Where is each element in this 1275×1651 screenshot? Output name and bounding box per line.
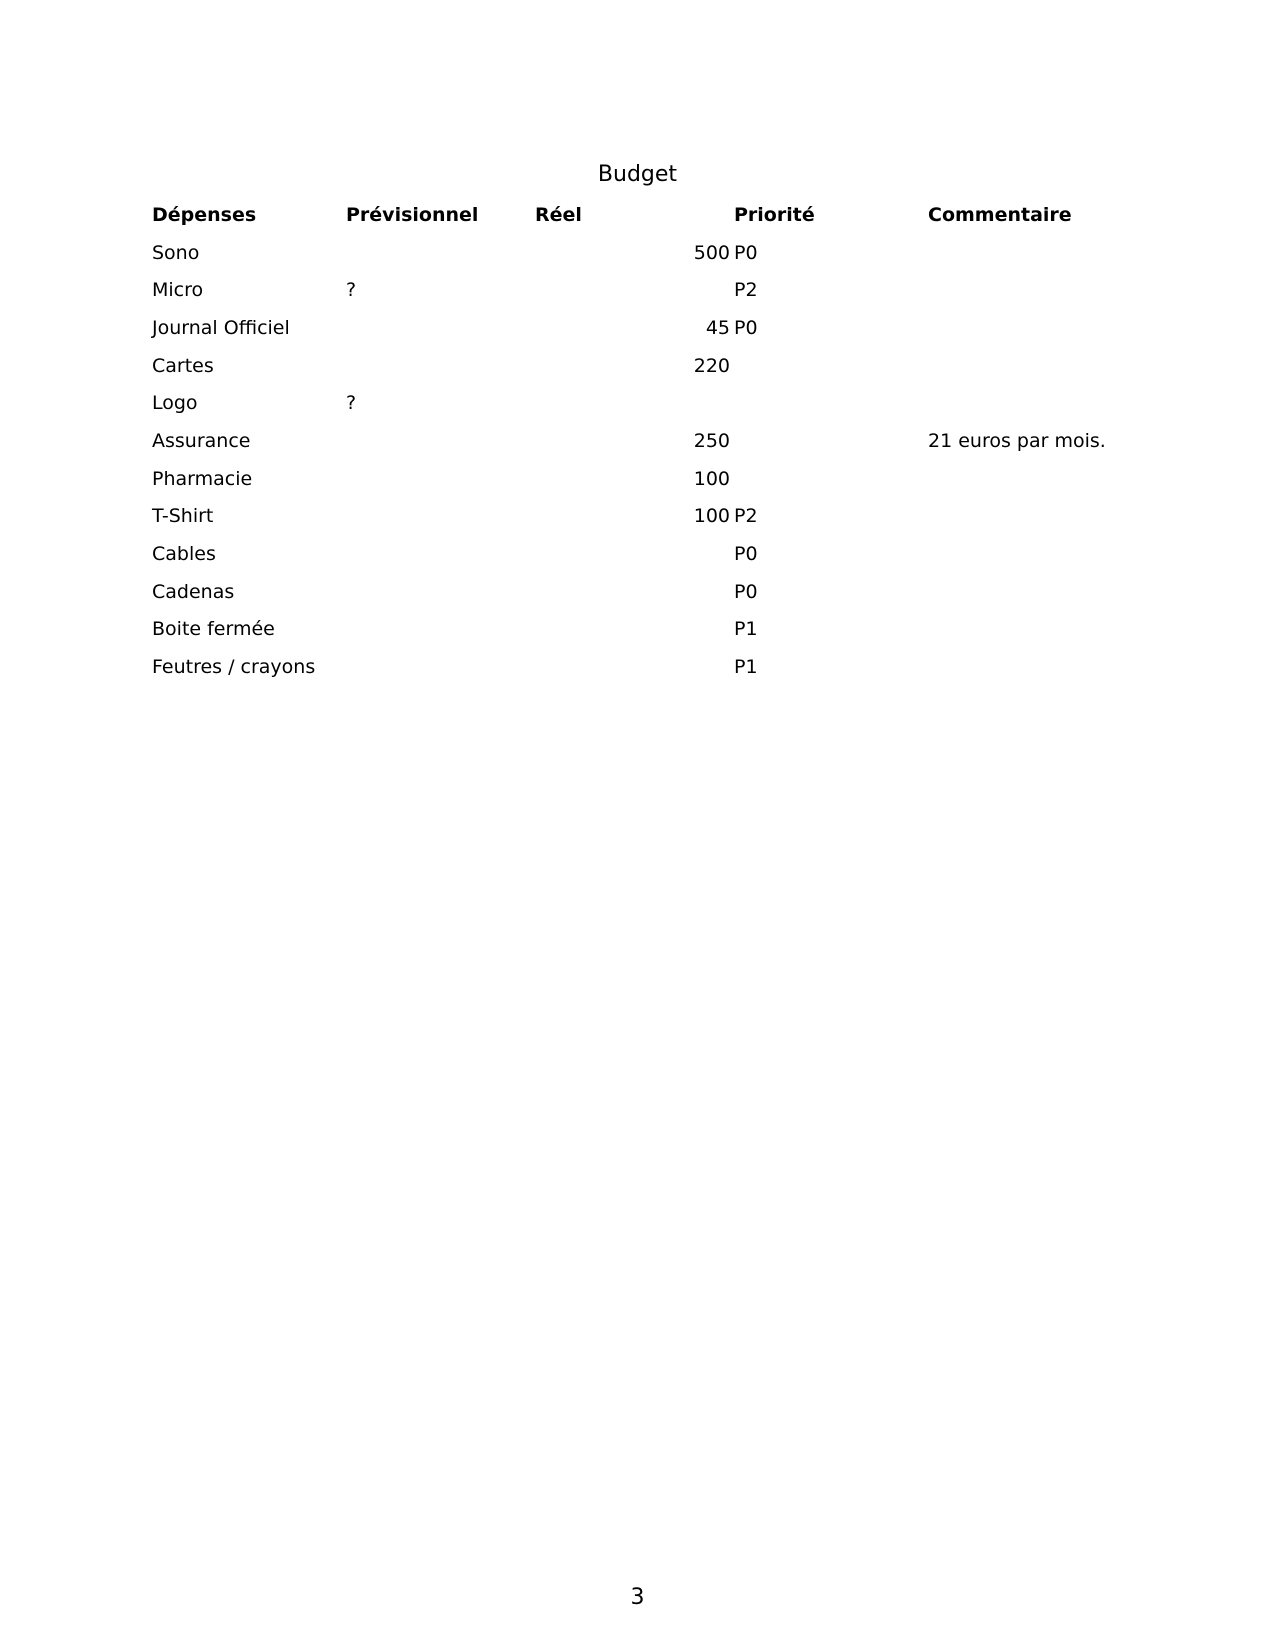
table-row: [152, 422, 1178, 460]
cell-priorite: P0: [734, 241, 758, 264]
table-row: [152, 347, 1178, 385]
previsionnel-value: ?: [346, 392, 357, 415]
page-title: Budget: [597, 162, 678, 187]
cell-reel: [540, 498, 734, 536]
header-row: [152, 196, 1178, 234]
header-previsionnel: Prévisionnel: [346, 203, 479, 226]
reel-value: 100: [693, 505, 730, 528]
cell-commentaire: [928, 498, 1178, 536]
reel-value: 45: [705, 316, 730, 339]
table-row: [152, 573, 1178, 611]
cell-reel: [540, 422, 734, 460]
cell-depenses: Logo: [152, 392, 198, 415]
cell-commentaire: [928, 271, 1178, 309]
table-row: [152, 648, 1178, 686]
cell-priorite: [734, 422, 928, 460]
table-row: [152, 234, 1178, 272]
cell-priorite: P1: [734, 656, 758, 679]
cell-reel: [540, 234, 734, 272]
cell-commentaire: [928, 611, 1178, 649]
cell-commentaire: [928, 309, 1178, 347]
cell-reel: [540, 573, 734, 611]
reel-value: 250: [693, 429, 730, 452]
cell-previsionnel: [346, 384, 540, 422]
header-depenses: Dépenses: [152, 203, 257, 226]
table-body: [152, 234, 1178, 686]
reel-value: 100: [693, 467, 730, 490]
cell-priorite: P2: [734, 279, 758, 302]
cell-commentaire: [928, 535, 1178, 573]
cell-reel: [540, 347, 734, 385]
table-header: [152, 196, 1178, 234]
cell-priorite: P0: [734, 316, 758, 339]
cell-priorite: [734, 347, 928, 385]
cell-depenses: Cables: [152, 543, 216, 566]
cell-reel: [540, 384, 734, 422]
cell-depenses: T-Shirt: [152, 505, 214, 528]
cell-depenses: Boite fermée: [152, 618, 275, 641]
cell-priorite: P0: [734, 543, 758, 566]
header-reel: [535, 196, 734, 234]
cell-previsionnel: [346, 535, 540, 573]
table-row: [152, 498, 1178, 536]
header-commentaire: Commentaire: [928, 203, 1072, 226]
cell-previsionnel: [346, 648, 540, 686]
cell-commentaire: [928, 347, 1178, 385]
cell-previsionnel: [346, 573, 540, 611]
table-row: [152, 460, 1178, 498]
cell-commentaire: [928, 460, 1178, 498]
cell-previsionnel: [346, 271, 540, 309]
cell-commentaire: [928, 384, 1178, 422]
cell-commentaire: [928, 573, 1178, 611]
reel-value: 500: [693, 241, 730, 264]
cell-depenses: Cadenas: [152, 580, 235, 603]
header-reel-label: Réel: [535, 203, 582, 226]
cell-depenses: Micro: [152, 279, 204, 302]
cell-depenses: Assurance: [152, 429, 251, 452]
cell-priorite: [734, 460, 928, 498]
cell-priorite: P2: [734, 505, 758, 528]
cell-reel: [540, 611, 734, 649]
table-row: [152, 384, 1178, 422]
budget-table: [152, 196, 1178, 686]
page-number: 3: [630, 1585, 645, 1610]
cell-reel: [540, 648, 734, 686]
previsionnel-value: ?: [346, 279, 357, 302]
table-row: [152, 271, 1178, 309]
cell-priorite: [734, 384, 928, 422]
cell-depenses: Pharmacie: [152, 467, 253, 490]
table-row: [152, 309, 1178, 347]
cell-priorite: P0: [734, 580, 758, 603]
header-priorite: Priorité: [734, 203, 815, 226]
cell-priorite: P1: [734, 618, 758, 641]
cell-previsionnel: [346, 611, 540, 649]
cell-reel: [540, 271, 734, 309]
cell-depenses: Cartes: [152, 354, 214, 377]
cell-reel: [540, 460, 734, 498]
cell-depenses: Feutres / crayons: [152, 656, 316, 679]
reel-value: 220: [693, 354, 730, 377]
cell-commentaire: 21 euros par mois.: [928, 429, 1106, 452]
cell-reel: [540, 309, 734, 347]
cell-commentaire: [928, 234, 1178, 272]
cell-depenses: Journal Officiel: [152, 316, 290, 339]
table-row: [152, 535, 1178, 573]
cell-reel: [540, 535, 734, 573]
table-row: [152, 611, 1178, 649]
cell-depenses: Sono: [152, 241, 200, 264]
cell-commentaire: [928, 648, 1178, 686]
